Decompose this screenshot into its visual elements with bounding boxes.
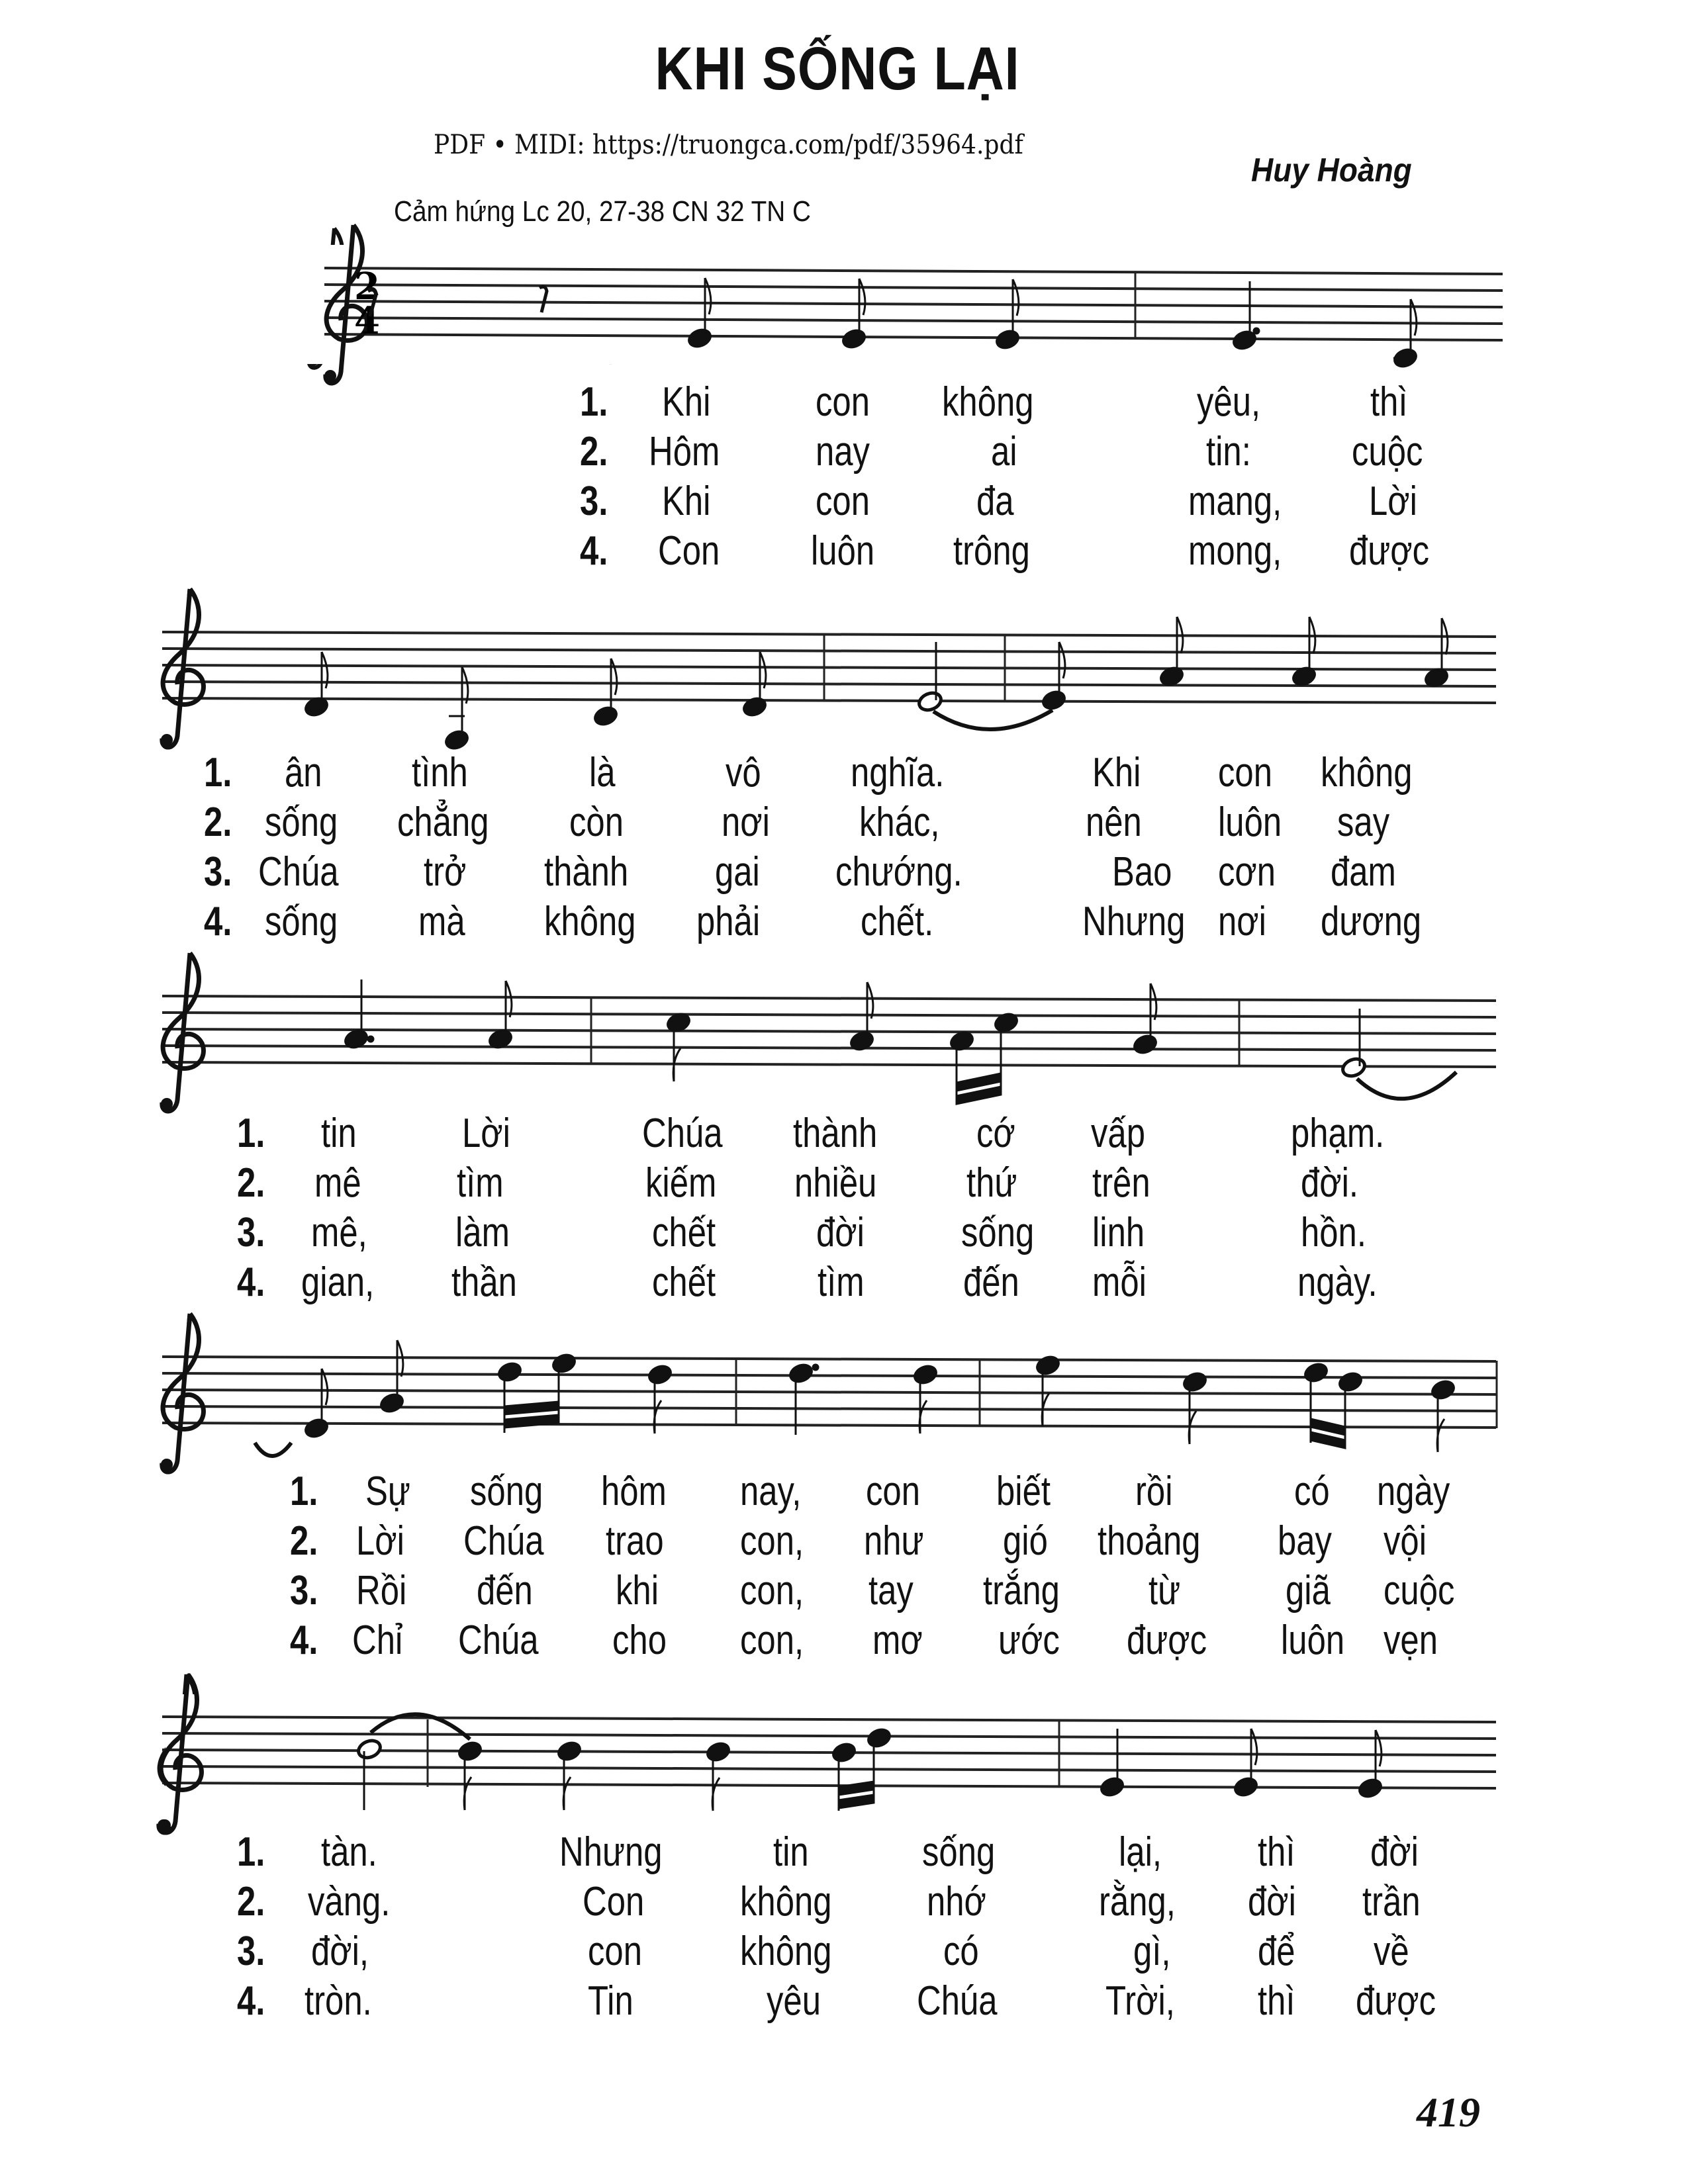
lyric-word: lại, xyxy=(1119,1829,1162,1875)
lyric-word: rồi xyxy=(1135,1469,1173,1514)
lyric-word: ngày. xyxy=(1297,1259,1378,1305)
verse-number: 1. xyxy=(237,1111,265,1156)
lyric-word: đời xyxy=(816,1210,865,1255)
lyric-word: đời. xyxy=(1301,1160,1359,1206)
verse-number: 4. xyxy=(204,899,232,944)
verse-number: 1. xyxy=(204,750,232,796)
lyric-word: về xyxy=(1374,1929,1409,1974)
lyric-word: vàng. xyxy=(308,1879,391,1925)
lyric-word: con, xyxy=(740,1568,804,1614)
verse-number: 4. xyxy=(237,1978,265,2024)
lyric-word: đến xyxy=(477,1568,533,1614)
lyric-word: dương xyxy=(1321,899,1422,944)
verse-number: 3. xyxy=(290,1568,318,1614)
lyric-word: chướng. xyxy=(835,849,962,895)
lyric-word: không xyxy=(544,899,636,944)
lyric-word: Lời xyxy=(462,1111,510,1156)
lyric-word: nhớ xyxy=(927,1879,986,1925)
svg-text:2: 2 xyxy=(354,265,380,308)
lyric-word: rằng, xyxy=(1099,1879,1176,1925)
verse-number: 2. xyxy=(204,799,232,845)
lyric-word: cớ xyxy=(976,1111,1015,1156)
lyric-word: con xyxy=(588,1929,642,1974)
lyric-word: trông xyxy=(953,528,1030,574)
lyric-word: đa xyxy=(976,478,1014,524)
lyric-word: trên xyxy=(1092,1160,1150,1206)
lyric-word: chết. xyxy=(861,899,934,944)
lyric-word: tay xyxy=(868,1568,914,1614)
lyric-word: khi xyxy=(616,1568,659,1614)
verse-number: 1. xyxy=(290,1469,318,1514)
lyric-word: đam xyxy=(1331,849,1396,895)
composer-name: Huy Hoàng xyxy=(1251,152,1412,189)
lyric-word: nay, xyxy=(740,1469,802,1514)
verse-number: 2. xyxy=(237,1160,265,1206)
lyric-word: đời xyxy=(1248,1879,1296,1925)
lyric-word: không xyxy=(740,1929,832,1974)
svg-text:4: 4 xyxy=(354,299,380,343)
lyric-word: ai xyxy=(991,429,1017,475)
verse-number: 2. xyxy=(580,429,608,475)
lyric-word: trao xyxy=(606,1518,664,1564)
lyric-word: Nhưng xyxy=(559,1829,663,1875)
lyric-word: thành xyxy=(544,849,629,895)
lyric-word: bay xyxy=(1278,1518,1332,1564)
lyric-word: chết xyxy=(652,1210,716,1255)
lyric-word: không xyxy=(942,379,1034,425)
lyric-word: gai xyxy=(715,849,760,895)
lyric-word: Chúa xyxy=(642,1111,723,1156)
lyric-word: Chúa xyxy=(917,1978,998,2024)
lyric-word: thành xyxy=(793,1111,878,1156)
lyric-word: có xyxy=(943,1929,979,1974)
lyric-word: cuộc xyxy=(1352,429,1423,475)
verse-number: 3. xyxy=(237,1929,265,1974)
lyric-word: được xyxy=(1127,1617,1207,1663)
lyric-word: ước xyxy=(998,1617,1060,1663)
lyric-word: con xyxy=(816,478,870,524)
lyric-word: phạm. xyxy=(1291,1111,1385,1156)
lyric-word: giã xyxy=(1286,1568,1331,1614)
lyric-word: không xyxy=(1321,750,1413,796)
lyric-word: thần xyxy=(451,1259,517,1305)
lyric-word: Lời xyxy=(1369,478,1417,524)
lyric-word: còn xyxy=(569,799,624,845)
lyric-word: yêu xyxy=(767,1978,821,2024)
page-number: 419 xyxy=(1417,2089,1480,2136)
lyric-word: có xyxy=(1294,1469,1330,1514)
lyric-word: vẹn xyxy=(1383,1617,1438,1663)
lyric-word: sống xyxy=(470,1469,543,1514)
lyric-word: luôn xyxy=(1281,1617,1345,1663)
lyric-word: được xyxy=(1349,528,1430,574)
lyric-word: là xyxy=(589,750,616,796)
source-link[interactable]: PDF • MIDI: https://truongca.com/pdf/35964.pdf xyxy=(434,130,1023,160)
lyric-word: Lời xyxy=(356,1518,404,1564)
verse-number: 3. xyxy=(237,1210,265,1255)
lyric-word: đời xyxy=(1370,1829,1419,1875)
lyric-word: Tin xyxy=(588,1978,633,2024)
lyric-word: mê xyxy=(314,1160,361,1206)
lyric-word: ngày xyxy=(1377,1469,1450,1514)
lyric-word: hôm xyxy=(601,1469,667,1514)
lyric-word: con, xyxy=(740,1617,804,1663)
lyric-word: biết xyxy=(996,1469,1051,1514)
lyric-word: Khi xyxy=(662,379,711,425)
lyric-word: mong, xyxy=(1188,528,1282,574)
lyric-word: Khi xyxy=(662,478,711,524)
lyric-word: đến xyxy=(963,1259,1019,1305)
verse-number: 4. xyxy=(290,1617,318,1663)
lyric-word: Chỉ xyxy=(352,1617,403,1663)
lyric-word: nay xyxy=(816,429,870,475)
lyric-word: sống xyxy=(265,799,338,845)
lyric-word: luôn xyxy=(1218,799,1282,845)
lyric-word: gian, xyxy=(301,1259,375,1305)
lyric-word: say xyxy=(1337,799,1390,845)
lyric-word: tin: xyxy=(1206,429,1251,475)
verse-number: 4. xyxy=(580,528,608,574)
lyric-word: thì xyxy=(1258,1829,1295,1875)
lyric-word: luôn xyxy=(811,528,875,574)
lyric-word: đời, xyxy=(311,1929,369,1974)
lyric-word: Trời, xyxy=(1105,1978,1175,2024)
lyric-word: con xyxy=(866,1469,920,1514)
lyric-word: nơi xyxy=(1218,899,1266,944)
lyric-word: tìm xyxy=(818,1259,865,1305)
scripture-reference: Cảm hứng Lc 20, 27-38 CN 32 TN C xyxy=(394,195,811,228)
verse-number: 2. xyxy=(237,1879,265,1925)
lyric-word: tình xyxy=(412,750,468,796)
lyric-word: mang, xyxy=(1188,478,1282,524)
lyric-word: từ xyxy=(1149,1568,1181,1614)
lyric-word: mơ xyxy=(872,1617,923,1663)
lyric-word: nơi xyxy=(722,799,770,845)
lyric-word: trắng xyxy=(983,1568,1060,1614)
lyric-word: mà xyxy=(418,899,465,944)
verse-number: 3. xyxy=(580,478,608,524)
verse-number: 2. xyxy=(290,1518,318,1564)
verse-number: 4. xyxy=(237,1259,265,1305)
lyric-word: trần xyxy=(1362,1879,1421,1925)
verse-number: 3. xyxy=(204,849,232,895)
lyric-word: tin xyxy=(773,1829,809,1875)
lyric-word: chẳng xyxy=(397,799,489,845)
song-title: KHI SỐNG LẠI xyxy=(655,35,1020,103)
lyric-word: làm xyxy=(455,1210,510,1255)
lyric-word: thì xyxy=(1258,1978,1295,2024)
lyric-word: Con xyxy=(658,528,720,574)
lyric-word: Rồi xyxy=(356,1568,407,1614)
lyric-word: con, xyxy=(740,1518,804,1564)
lyric-word: sống xyxy=(961,1210,1035,1255)
lyric-word: Sự xyxy=(365,1469,410,1514)
lyric-word: gió xyxy=(1003,1518,1048,1564)
lyric-word: yêu, xyxy=(1197,379,1261,425)
lyric-word: Nhưng xyxy=(1082,899,1186,944)
lyric-word: nên xyxy=(1086,799,1142,845)
lyric-word: linh xyxy=(1092,1210,1145,1255)
lyric-word: mỗi xyxy=(1092,1259,1147,1305)
lyric-word: Chúa xyxy=(458,1617,539,1663)
lyric-word: vô xyxy=(726,750,761,796)
lyric-word: thì xyxy=(1370,379,1408,425)
lyric-word: sống xyxy=(922,1829,996,1875)
lyric-word: Chúa xyxy=(258,849,339,895)
verse-line: 1. xyxy=(580,379,608,425)
lyric-word: hồn. xyxy=(1301,1210,1366,1255)
lyric-word: con xyxy=(816,379,870,425)
lyric-word: ân xyxy=(285,750,322,796)
lyric-word: kiếm xyxy=(645,1160,717,1206)
lyric-word: tròn. xyxy=(305,1978,372,2024)
lyric-word: Chúa xyxy=(463,1518,544,1564)
lyric-word: Hôm xyxy=(649,429,720,475)
verse-number: 1. xyxy=(237,1829,265,1875)
lyric-word: tìm xyxy=(457,1160,504,1206)
lyric-word: mê, xyxy=(311,1210,367,1255)
lyric-word: sống xyxy=(265,899,338,944)
lyric-word: chết xyxy=(652,1259,716,1305)
lyric-word: Bao xyxy=(1112,849,1172,895)
lyric-word: nhiều xyxy=(794,1160,877,1206)
lyric-word: thoảng xyxy=(1098,1518,1201,1564)
lyric-word: nghĩa. xyxy=(851,750,945,796)
lyric-word: khác, xyxy=(859,799,940,845)
lyric-word: vội xyxy=(1383,1518,1427,1564)
lyric-word: không xyxy=(740,1879,832,1925)
lyric-word: trở xyxy=(424,849,467,895)
lyric-word: tàn. xyxy=(321,1829,377,1875)
lyric-word: được xyxy=(1356,1978,1436,2024)
lyric-word: con xyxy=(1218,750,1272,796)
lyric-word: cuộc xyxy=(1383,1568,1455,1614)
lyric-word: cho xyxy=(612,1617,667,1663)
lyric-word: tin xyxy=(321,1111,357,1156)
lyric-word: Khi xyxy=(1092,750,1141,796)
lyric-word: để xyxy=(1258,1929,1295,1974)
lyric-word: phải xyxy=(696,899,761,944)
lyric-word: gì, xyxy=(1133,1929,1171,1974)
lyric-word: như xyxy=(864,1518,924,1564)
lyric-word: cơn xyxy=(1218,849,1276,895)
lyric-word: Con xyxy=(583,1879,645,1925)
lyric-word: vấp xyxy=(1091,1111,1145,1156)
lyric-word: thứ xyxy=(966,1160,1017,1206)
